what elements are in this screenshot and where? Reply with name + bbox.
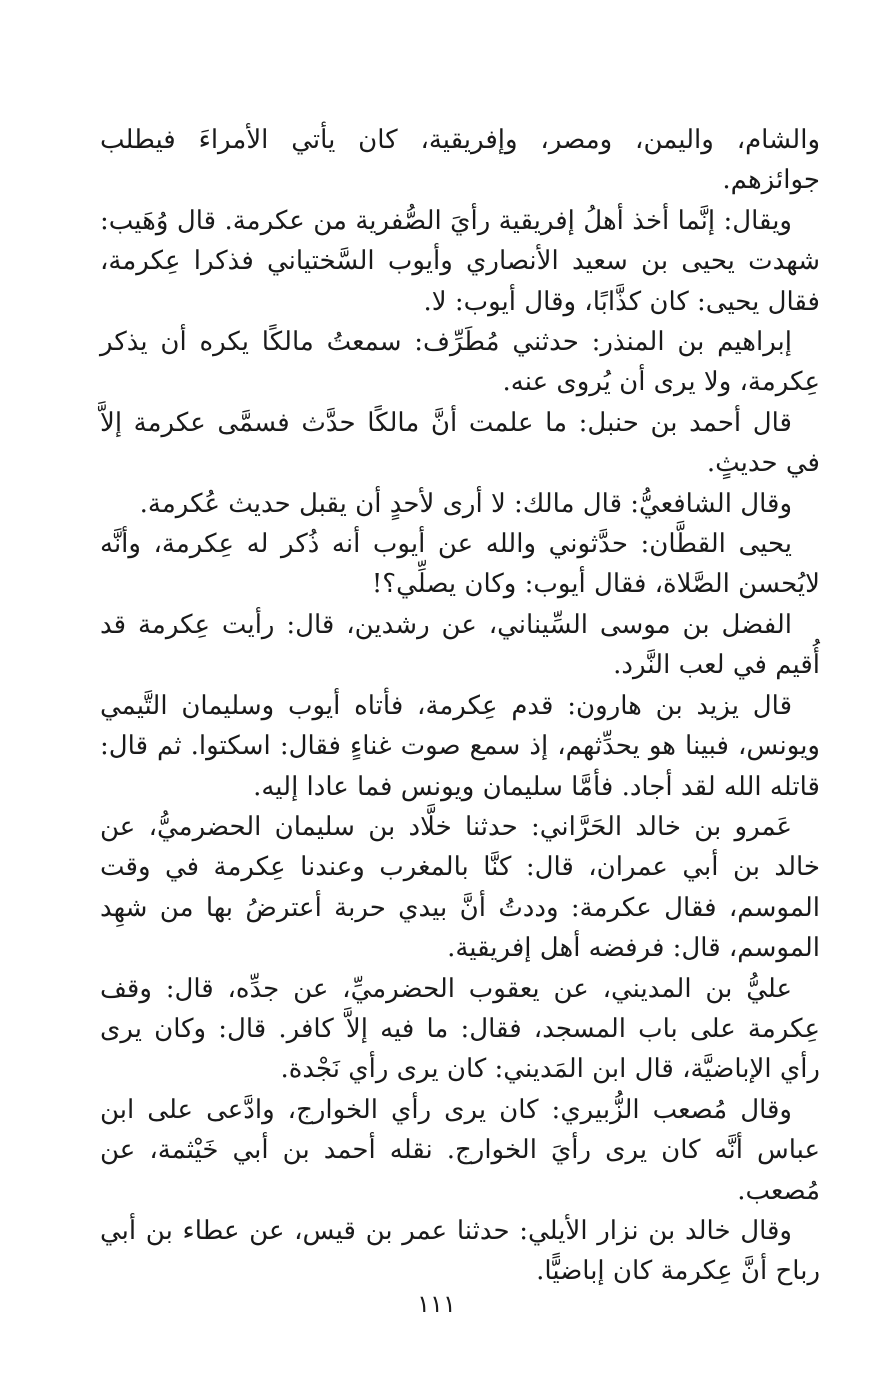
- paragraph-2: ويقال: إنَّما أخذ أهلُ إفريقية رأيَ الصُّفرية من عكرمة. قال وُهَيب: شهدت يحيى بن سعيد الأنصاري وأيوب السَّختياني فذكرا عِكرمة، فقال يحيى: كان كذَّابًا، وقال أيوب: لا.: [100, 205, 820, 317]
- paragraph-1: والشام، واليمن، ومصر، وإفريقية، كان يأتي الأمراءَ فيطلب جوائزهم.: [100, 125, 820, 196]
- paragraph-7: الفضل بن موسى السِّيناني، عن رشدين، قال: رأيت عِكرمة قد أُقيم في لعب النَّرد.: [100, 609, 820, 681]
- paragraph-4: قال أحمد بن حنبل: ما علمت أنَّ مالكًا حدَّث فسمَّى عكرمة إلاَّ في حديثٍ.: [100, 407, 820, 479]
- paragraph-10: عليُّ بن المديني، عن يعقوب الحضرميِّ، عن جدِّه، قال: وقف عِكرمة على باب المسجد، فقال: ما فيه إلاَّ كافر. قال: وكان يرى رأي الإباضيَّة، قال ابن المَديني: كان يرى رأي نَجْدة.: [100, 973, 820, 1085]
- paragraph-8: قال يزيد بن هارون: قدم عِكرمة، فأتاه أيوب وسليمان التَّيمي ويونس، فبينا هو يحدِّثهم، إذ سمع صوت غناءٍ فقال: اسكتوا. ثم قال: قاتله الله لقد أجاد. فأمَّا سليمان ويونس فما عادا إليه.: [100, 690, 820, 802]
- paragraph-12: وقال خالد بن نزار الأيلي: حدثنا عمر بن قيس، عن عطاء بن أبي رباح أنَّ عِكرمة كان إباضيًّا.: [100, 1215, 820, 1287]
- paragraph-11: وقال مُصعب الزُّبيري: كان يرى رأي الخوارج، وادَّعى على ابن عباس أنَّه كان يرى رأيَ الخوارج. نقله أحمد بن أبي خَيْثمة، عن مُصعب.: [100, 1094, 820, 1206]
- paragraph-3: إبراهيم بن المنذر: حدثني مُطَرِّف: سمعتُ مالكًا يكره أن يذكر عِكرمة، ولا يرى أن يُروى عنه.: [100, 327, 820, 398]
- paragraph-6: يحيى القطَّان: حدَّثوني والله عن أيوب أنه ذُكر له عِكرمة، وأنَّه لايُحسن الصَّلاة، فقال أيوب: وكان يصلِّي؟!: [100, 529, 820, 600]
- body-text: [100, 120, 820, 1292]
- paragraph-5: وقال الشافعيُّ: قال مالك: لا أرى لأحدٍ أن يقبل حديث عُكرمة.: [139, 488, 792, 519]
- page-number: ١١١: [417, 1290, 456, 1318]
- paragraph-9: عَمرو بن خالد الحَرَّاني: حدثنا خلَّاد بن سليمان الحضرميُّ، عن خالد بن أبي عمران، قال: كنَّا بالمغرب وعندنا عِكرمة في وقت الموسم، فقال عكرمة: وددتُ أنَّ بيدي حربة أعترضُ بها من شهِد الموسم، قال: فرفضه أهل إفريقية.: [100, 811, 820, 964]
